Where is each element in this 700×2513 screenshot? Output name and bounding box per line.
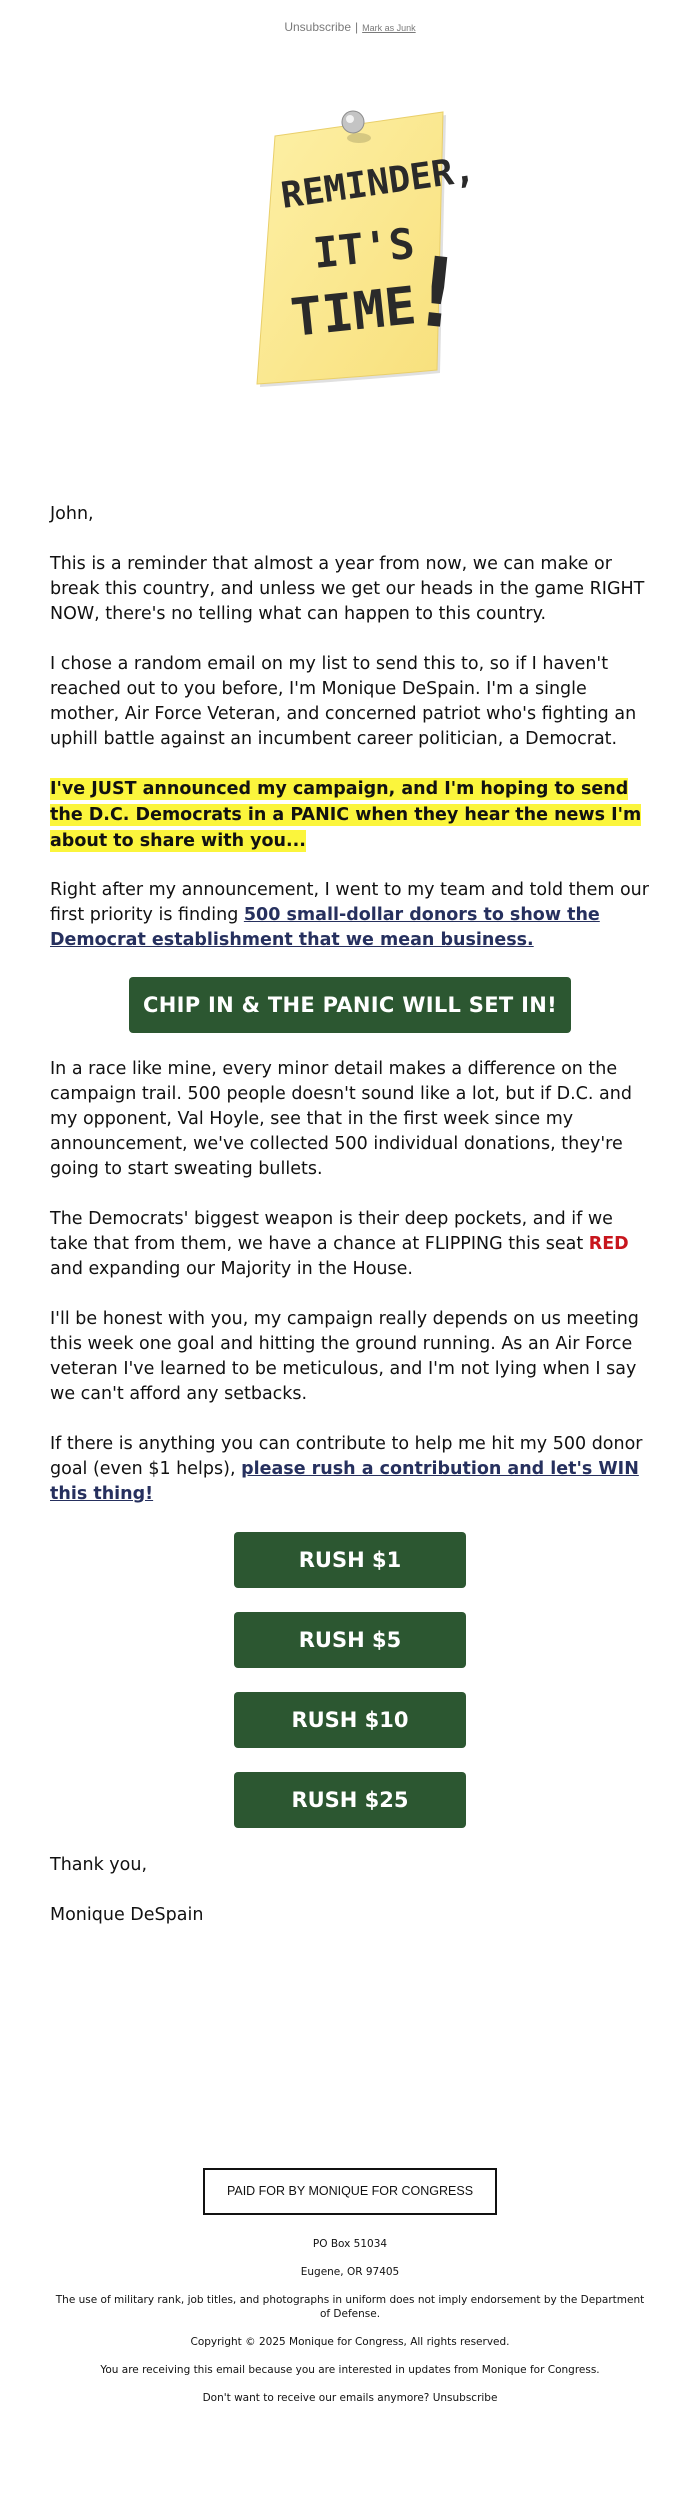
note-text-exclamation: ! <box>402 234 472 352</box>
paragraph-reminder: This is a reminder that almost a year from now, we can make or break this country, and unless we get our heads in the game RIGHT NOW, there's no telling what can happen to this country. <box>50 554 645 624</box>
unsubscribe-link[interactable]: Unsubscribe <box>284 20 352 34</box>
paragraph-priority-text: Right after my announcement, I went to my team and told them our first priority is finding <box>50 880 649 925</box>
closing-thanks: Thank you, <box>50 1855 148 1875</box>
rush-10-button[interactable]: RUSH $10 <box>234 1692 466 1748</box>
hero-sticky-note-image <box>253 108 478 390</box>
footer-unsubscribe-line[interactable]: Don't want to receive our emails anymore? Unsubscribe <box>202 2392 498 2404</box>
red-emphasis: RED <box>588 1234 629 1254</box>
paragraph-honest: I'll be honest with you, my campaign really depends on us meeting this week one goal and hitting the ground running. As an Air Force veteran I've learned to be meticulous, and I'm not lying when I say we can't afford any setbacks. <box>50 1309 639 1404</box>
rush-5-button[interactable]: RUSH $5 <box>234 1612 466 1668</box>
greeting: John, <box>50 504 94 524</box>
rush-25-button[interactable]: RUSH $25 <box>234 1772 466 1828</box>
rush-contribution-link[interactable]: please rush a contribution and let's WIN this thing! <box>50 1459 639 1504</box>
note-text-reminder: REMINDER, <box>278 149 478 217</box>
paragraph-priority <box>50 878 650 953</box>
note-text-its: IT'S <box>310 218 417 278</box>
footer-receiving-reason: You are receiving this email because you are interested in updates from Monique for Congress. <box>100 2364 600 2376</box>
separator: | <box>355 20 359 34</box>
signature: Monique DeSpain <box>50 1905 204 1925</box>
mark-as-junk-link[interactable]: Mark as Junk <box>362 23 416 33</box>
paragraph-flip-text-b: and expanding our Majority in the House. <box>50 1259 413 1279</box>
paragraph-contribute-text: If there is anything you can contribute to help me hit my 500 donor goal (even $1 helps), <box>50 1434 643 1479</box>
paragraph-flip-seat <box>50 1207 650 1282</box>
footer-po-box: PO Box 51034 <box>312 2238 388 2250</box>
footer-copyright: Copyright © 2025 Monique for Congress, All rights reserved. <box>190 2336 510 2348</box>
paragraph-race: In a race like mine, every minor detail makes a difference on the campaign trail. 500 people doesn't sound like a lot, but if D.C. and my opponent, Val Hoyle, see that in the first week since my announcement, we've collected 500 individual donations, they're going to start sweating bullets. <box>50 1059 632 1179</box>
email-header-links <box>0 20 700 34</box>
email-footer <box>0 2168 700 2405</box>
footer-city: Eugene, OR 97405 <box>300 2266 400 2278</box>
cta-wrapper <box>50 977 650 1033</box>
email-body <box>50 502 650 1928</box>
rush-1-button[interactable]: RUSH $1 <box>234 1532 466 1588</box>
paragraph-contribute <box>50 1432 650 1507</box>
donors-link[interactable]: 500 small-dollar donors to show the Democrat establishment that we mean business. <box>50 905 600 950</box>
paragraph-introduction: I chose a random email on my list to send this to, so if I haven't reached out to you before, I'm Monique DeSpain. I'm a single mother, Air Force Veteran, and concerned patriot who's fighting an uphill battle against an incumbent career politician, a Democrat. <box>50 654 637 749</box>
footer-dod-disclaimer: The use of military rank, job titles, and photographs in uniform does not imply endorsement by the Department of Defense. <box>55 2294 645 2320</box>
paragraph-flip-text-a: The Democrats' biggest weapon is their deep pockets, and if we take that from them, we have a chance at FLIPPING this seat <box>50 1209 613 1254</box>
note-text-time: TIME <box>288 276 419 349</box>
chip-in-button[interactable]: CHIP IN & THE PANIC WILL SET IN! <box>129 977 571 1033</box>
rush-buttons <box>50 1532 650 1828</box>
highlight-paragraph <box>50 776 650 854</box>
highlighted-announcement: I've JUST announced my campaign, and I'm hoping to send the D.C. Democrats in a PANIC when they hear the news I'm about to share with you... <box>50 779 642 851</box>
sticky-note-illustration <box>253 108 478 390</box>
paid-for-disclaimer-box: PAID FOR BY MONIQUE FOR CONGRESS <box>203 2168 497 2215</box>
